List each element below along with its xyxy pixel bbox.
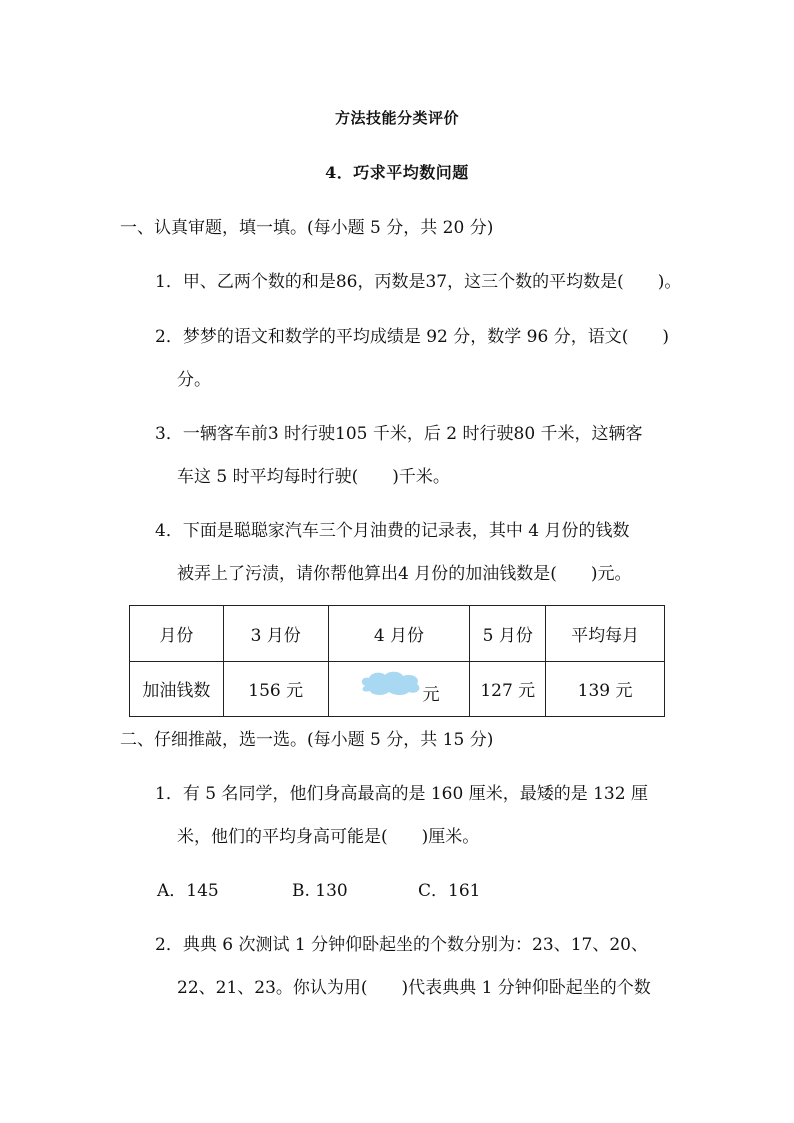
table-cell: 156 元	[223, 661, 328, 717]
option-a: A．145	[157, 881, 219, 901]
table-cell: 127 元	[470, 661, 546, 717]
table-cell-unit: 元	[422, 684, 440, 705]
table-header-cell: 4 月份	[328, 606, 470, 662]
section-one-heading: 一、认真审题，填一填。(每小题 5 分，共 20 分)	[120, 218, 494, 238]
question-1-3-line-1: 3．一辆客车前3 时行驶105 千米，后 2 时行驶80 千米，这辆客	[155, 424, 643, 444]
section-two-heading: 二、仔细推敲，选一选。(每小题 5 分，共 15 分)	[120, 730, 494, 750]
question-1-2-line-1: 2．梦梦的语文和数学的平均成绩是 92 分，数学 96 分，语文( )	[155, 327, 669, 347]
table-cell-stained	[328, 661, 470, 717]
question-1-3-line-2: 车这 5 时平均每时行驶( )千米。	[177, 467, 450, 487]
option-b: B. 130	[292, 881, 348, 901]
question-1-1: 1．甲、乙两个数的和是86，丙数是37，这三个数的平均数是( )。	[155, 272, 682, 292]
question-1-4-line-1: 4．下面是聪聪家汽车三个月油费的记录表，其中 4 月份的钱数	[155, 521, 630, 541]
table-row	[130, 661, 665, 717]
question-2-2-line-2: 22、21、23。你认为用( )代表典典 1 分钟仰卧起坐的个数	[177, 978, 651, 998]
question-2-1-line-2: 米，他们的平均身高可能是( )厘米。	[177, 827, 480, 847]
option-c: C．161	[418, 881, 481, 901]
table-header-cell: 5 月份	[470, 606, 546, 662]
stain-shape	[361, 671, 419, 694]
page-title: 方法技能分类评价	[334, 109, 459, 127]
table-header-cell: 3 月份	[223, 606, 328, 662]
question-2-2-line-1: 2．典典 6 次测试 1 分钟仰卧起坐的个数分别为：23、17、20、	[155, 935, 648, 955]
question-1-2-line-2: 分。	[177, 370, 211, 390]
table-header-row	[130, 606, 665, 662]
table-header-cell: 月份	[130, 606, 224, 662]
question-2-1-line-1: 1．有 5 名同学，他们身高最高的是 160 厘米，最矮的是 132 厘	[155, 784, 648, 804]
stain-blot	[359, 670, 423, 696]
fuel-cost-table	[129, 605, 665, 717]
table-row-label: 加油钱数	[130, 661, 224, 717]
question-1-4-line-2: 被弄上了污渍，请你帮他算出4 月份的加油钱数是( )元。	[177, 564, 632, 584]
table-cell: 139 元	[546, 661, 665, 717]
page-subtitle: 4．巧求平均数问题	[325, 163, 469, 182]
table-header-cell: 平均每月	[546, 606, 665, 662]
